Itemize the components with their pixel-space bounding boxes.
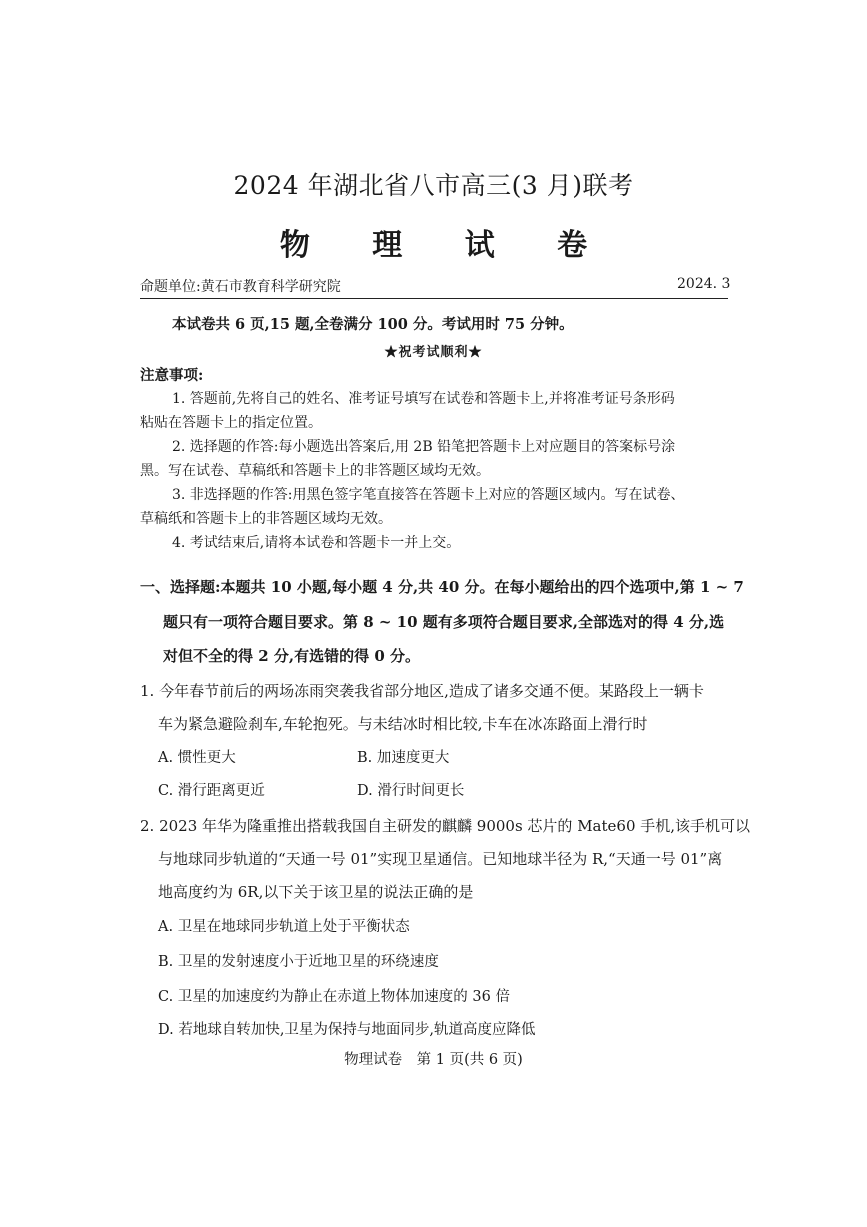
subject-title: 物 理 试 卷	[279, 228, 614, 263]
option-a: A. 卫星在地球同步轨道上处于平衡状态	[158, 919, 410, 935]
author-unit: 命题单位:黄石市教育科学研究院	[140, 279, 341, 295]
notice-line: 3. 非选择题的作答:用黑色签字笔直接答在答题卡上对应的答题区域内。写在试卷、	[172, 487, 685, 503]
question-2-stem: 2. 2023 年华为隆重推出搭载我国自主研发的麒麟 9000s 芯片的 Mate60 手机,该手机可以	[140, 817, 751, 835]
section-instruction: 对但不全的得 2 分,有选错的得 0 分。	[163, 647, 420, 665]
option-d: D. 若地球自转加快,卫星为保持与地面同步,轨道高度应降低	[158, 1022, 536, 1038]
option-d: D. 滑行时间更长	[357, 783, 465, 799]
notice-line: 黑。写在试卷、草稿纸和答题卡上的非答题区域均无效。	[140, 463, 490, 479]
section-instruction: 一、选择题:本题共 10 小题,每小题 4 分,共 40 分。在每小题给出的四个选项中,第 1 ~ 7	[140, 578, 744, 596]
exam-title: 2024 年湖北省八市高三(3 月)联考	[233, 171, 634, 200]
notice-heading: 注意事项:	[140, 367, 204, 384]
good-luck-line: ★祝考试顺利★	[384, 345, 483, 360]
question-2-stem: 地高度约为 6R,以下关于该卫星的说法正确的是	[158, 883, 474, 901]
exam-date: 2024. 3	[677, 276, 731, 292]
notice-line: 2. 选择题的作答:每小题选出答案后,用 2B 铅笔把答题卡上对应题目的答案标号涂	[172, 439, 676, 455]
option-a: A. 惯性更大	[158, 750, 236, 766]
notice-line: 粘贴在答题卡上的指定位置。	[140, 415, 322, 431]
question-1-stem: 1. 今年春节前后的两场冻雨突袭我省部分地区,造成了诸多交通不便。某路段上一辆卡	[140, 682, 704, 700]
question-2-stem: 与地球同步轨道的“天通一号 01”实现卫星通信。已知地球半径为 R,“天通一号 01”离	[158, 850, 723, 868]
option-b: B. 卫星的发射速度小于近地卫星的环绕速度	[158, 954, 439, 970]
notice-line: 草稿纸和答题卡上的非答题区域均无效。	[140, 511, 392, 527]
question-1-stem: 车为紧急避险刹车,车轮抱死。与未结冰时相比较,卡车在冰冻路面上滑行时	[158, 715, 648, 733]
option-c: C. 滑行距离更近	[158, 783, 265, 799]
exam-info: 本试卷共 6 页,15 题,全卷满分 100 分。考试用时 75 分钟。	[172, 316, 574, 333]
header-divider	[140, 298, 728, 299]
notice-line: 1. 答题前,先将自己的姓名、准考证号填写在试卷和答题卡上,并将准考证号条形码	[172, 391, 675, 407]
section-instruction: 题只有一项符合题目要求。第 8 ~ 10 题有多项符合题目要求,全部选对的得 4 分,选	[163, 613, 725, 631]
page-footer: 物理试卷 第 1 页(共 6 页)	[344, 1052, 523, 1068]
notice-line: 4. 考试结束后,请将本试卷和答题卡一并上交。	[172, 535, 461, 551]
option-b: B. 加速度更大	[357, 750, 450, 766]
option-c: C. 卫星的加速度约为静止在赤道上物体加速度的 36 倍	[158, 989, 510, 1005]
